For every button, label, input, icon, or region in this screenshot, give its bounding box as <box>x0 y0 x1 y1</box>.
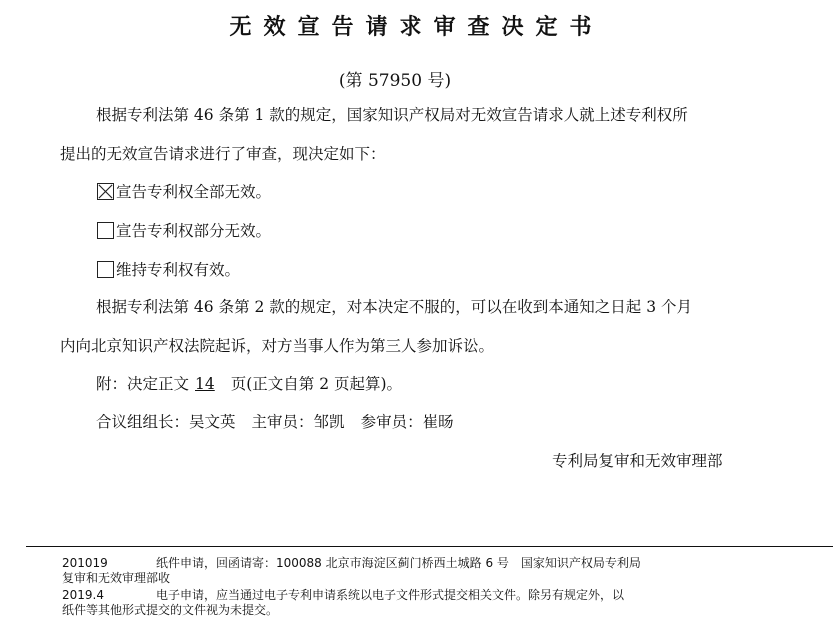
decision-number: (第 57950 号) <box>338 71 452 91</box>
checkbox-invalid-part[interactable] <box>97 222 114 239</box>
footer-line-2: 复审和无效审理部收 <box>62 571 171 585</box>
member-label: 参审员： <box>360 413 423 431</box>
attachment-line <box>96 373 402 395</box>
appeal-line-1: 根据专利法第 46 条第 2 款的规定，对本决定不服的，可以在收到本通知之日起 3 个月 <box>96 298 693 316</box>
main-examiner-label: 主审员： <box>251 413 314 431</box>
option-maintain-valid <box>97 259 240 281</box>
intro-line-2: 提出的无效宣告请求进行了审查，现决定如下： <box>60 145 386 163</box>
footer-line-3 <box>62 588 624 602</box>
footer-line-4: 纸件等其他形式提交的文件视为未提交。 <box>62 603 279 617</box>
option-label-maintain-valid: 维持专利权有效。 <box>116 261 241 279</box>
chair-label: 合议组组长： <box>96 413 190 431</box>
attachment-suffix: 页(正文自第 2 页起算)。 <box>230 375 403 393</box>
main-examiner-name: 邹凯 <box>313 413 345 431</box>
panel-members <box>96 411 454 433</box>
document-title: 无效宣告请求审查决定书 <box>229 15 604 40</box>
intro-line-1: 根据专利法第 46 条第 1 款的规定，国家知识产权局对无效宣告请求人就上述专利权所 <box>96 106 688 124</box>
attachment-prefix: 附：决定正文 <box>96 375 190 393</box>
checked-x-icon <box>98 184 113 199</box>
checkbox-invalid-all[interactable] <box>97 183 114 200</box>
option-label-invalid-part: 宣告专利权部分无效。 <box>116 222 272 240</box>
option-invalid-part <box>97 220 271 242</box>
option-invalid-all <box>97 181 271 203</box>
member-name: 崔旸 <box>422 413 454 431</box>
footer-code-1: 201019 <box>62 556 108 570</box>
footer-divider <box>26 546 833 547</box>
footer-code-2: 2019.4 <box>62 588 104 602</box>
footer-text-1: 纸件申请，回函请寄：100088 北京市海淀区蓟门桥西土城路 6 号 国家知识产权局专利局 <box>156 556 641 570</box>
footer-text-3: 电子申请，应当通过电子专利申请系统以电子文件形式提交相关文件。除另有规定外，以 <box>156 588 625 602</box>
option-label-invalid-all: 宣告专利权全部无效。 <box>116 183 272 201</box>
attachment-pages: 14 <box>195 375 215 393</box>
checkbox-maintain-valid[interactable] <box>97 261 114 278</box>
issuing-department: 专利局复审和无效审理部 <box>552 452 723 470</box>
chair-name: 吴文英 <box>189 413 236 431</box>
appeal-line-2: 内向北京知识产权法院起诉，对方当事人作为第三人参加诉讼。 <box>60 337 495 355</box>
footer-line-1 <box>62 556 641 570</box>
